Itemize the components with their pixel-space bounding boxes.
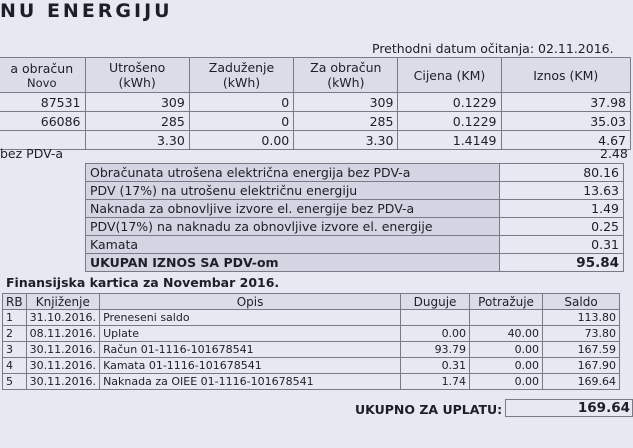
cell: Naknada za OIEE 01-1116-101678541 <box>100 374 401 390</box>
col-header-cijena: Cijena (KM) <box>398 58 501 93</box>
summary-value: 80.16 <box>500 164 624 182</box>
cell: Kamata 01-1116-101678541 <box>100 358 401 374</box>
cell: 3 <box>3 342 27 358</box>
cell: 0.00 <box>470 374 543 390</box>
cell: 66086 <box>0 112 85 131</box>
cell <box>401 310 470 326</box>
summary-label: PDV (17%) na utrošenu električnu energiju <box>86 182 500 200</box>
cell: 0.31 <box>401 358 470 374</box>
cell: 87531 <box>0 93 85 112</box>
cell: Uplate <box>100 326 401 342</box>
summary-value: 0.25 <box>500 218 624 236</box>
cell: 93.79 <box>401 342 470 358</box>
cell: 5 <box>3 374 27 390</box>
cell: 0 <box>189 112 293 131</box>
consumption-header-row <box>0 58 631 93</box>
col-header-potrazuje: Potražuje <box>470 294 543 310</box>
col-header-za-obracun-line2: (kWh) <box>327 75 365 90</box>
cell: 4.67 <box>501 131 631 150</box>
table-row <box>3 310 620 326</box>
cell: 113.80 <box>543 310 620 326</box>
col-header-zaduzenje-line1: Zaduženje <box>208 60 275 75</box>
summary-value: 13.63 <box>500 182 624 200</box>
cell: 31.10.2016. <box>26 310 99 326</box>
table-row <box>3 342 620 358</box>
col-header-knjizenje: Knjiženje <box>26 294 99 310</box>
summary-label: Kamata <box>86 236 500 254</box>
col-header-opis: Opis <box>100 294 401 310</box>
summary-table <box>85 163 624 272</box>
summary-row <box>86 182 624 200</box>
cell: 73.80 <box>543 326 620 342</box>
cell: 0.1229 <box>398 93 501 112</box>
col-header-zaduzenje-line2: (kWh) <box>222 75 261 90</box>
col-header-rb: RB <box>3 294 27 310</box>
table-row <box>3 326 620 342</box>
summary-label: PDV(17%) na naknadu za obnovljive izvore el. energije <box>86 218 500 236</box>
cell <box>470 310 543 326</box>
document-title: NU ENERGIJU <box>0 0 173 22</box>
col-header-duguje: Duguje <box>401 294 470 310</box>
cell: 30.11.2016. <box>26 342 99 358</box>
col-header-saldo: Saldo <box>543 294 620 310</box>
table-row <box>0 131 631 150</box>
total-to-pay-value: 169.64 <box>505 399 633 417</box>
col-header-zaduzenje <box>189 58 293 93</box>
summary-total-label: UKUPAN IZNOS SA PDV-om <box>86 254 500 272</box>
cell: 2 <box>3 326 27 342</box>
cell: 08.11.2016. <box>26 326 99 342</box>
table-row <box>3 374 620 390</box>
summary-label: Obračunata utrošena električna energija bez PDV-a <box>86 164 500 182</box>
total-to-pay-label: UKUPNO ZA UPLATU: <box>355 402 503 417</box>
consumption-table <box>0 57 631 150</box>
cell: 40.00 <box>470 326 543 342</box>
cell: 167.59 <box>543 342 620 358</box>
cell: 1.74 <box>401 374 470 390</box>
cell: 30.11.2016. <box>26 374 99 390</box>
summary-label: Naknada za obnovljive izvore el. energije bez PDV-a <box>86 200 500 218</box>
finance-header-row <box>3 294 620 310</box>
col-header-utroseno-line1: Utrošeno <box>108 60 166 75</box>
cell: 30.11.2016. <box>26 358 99 374</box>
cell: 309 <box>85 93 189 112</box>
cell: 0.00 <box>470 358 543 374</box>
cell: 167.90 <box>543 358 620 374</box>
cell: 1.4149 <box>398 131 501 150</box>
previous-reading-date-label: Prethodni datum očitanja: <box>372 41 535 56</box>
cell: 4 <box>3 358 27 374</box>
summary-row <box>86 200 624 218</box>
cell: 3.30 <box>294 131 398 150</box>
finance-table <box>2 293 620 390</box>
cell: Preneseni saldo <box>100 310 401 326</box>
cell: 3.30 <box>85 131 189 150</box>
col-header-utroseno <box>85 58 189 93</box>
cell: 35.03 <box>501 112 631 131</box>
cell: 0.00 <box>189 131 293 150</box>
summary-row <box>86 236 624 254</box>
bez-pdv-label: bez PDV-a <box>0 146 64 161</box>
cell: 309 <box>294 93 398 112</box>
cell: 37.98 <box>501 93 631 112</box>
col-header-obracun-line2: Novo <box>27 75 57 90</box>
col-header-za-obracun <box>294 58 398 93</box>
col-header-iznos: Iznos (KM) <box>501 58 631 93</box>
cell: 0 <box>189 93 293 112</box>
col-header-obracun <box>0 58 85 93</box>
finance-card-title: Finansijska kartica za Novembar 2016. <box>6 275 280 290</box>
cell: 285 <box>85 112 189 131</box>
table-row <box>3 358 620 374</box>
table-row <box>0 93 631 112</box>
cell: 169.64 <box>543 374 620 390</box>
cell: 1 <box>3 310 27 326</box>
col-header-utroseno-line2: (kWh) <box>118 75 156 90</box>
cell: Račun 01-1116-101678541 <box>100 342 401 358</box>
cell: 285 <box>294 112 398 131</box>
summary-total-value: 95.84 <box>500 254 624 272</box>
summary-total-row <box>86 254 624 272</box>
col-header-za-obracun-line1: Za obračun <box>310 60 382 75</box>
summary-row <box>86 164 624 182</box>
previous-reading-date <box>372 41 614 56</box>
cell: 0.00 <box>470 342 543 358</box>
cell: 0.00 <box>401 326 470 342</box>
col-header-obracun-line1: a obračun <box>10 60 74 76</box>
summary-row <box>86 218 624 236</box>
summary-value: 0.31 <box>500 236 624 254</box>
previous-reading-date-value: 02.11.2016. <box>538 41 614 56</box>
summary-value: 1.49 <box>500 200 624 218</box>
table-row <box>0 112 631 131</box>
bez-pdv-value: 2.48 <box>600 146 628 161</box>
cell: 0.1229 <box>398 112 501 131</box>
